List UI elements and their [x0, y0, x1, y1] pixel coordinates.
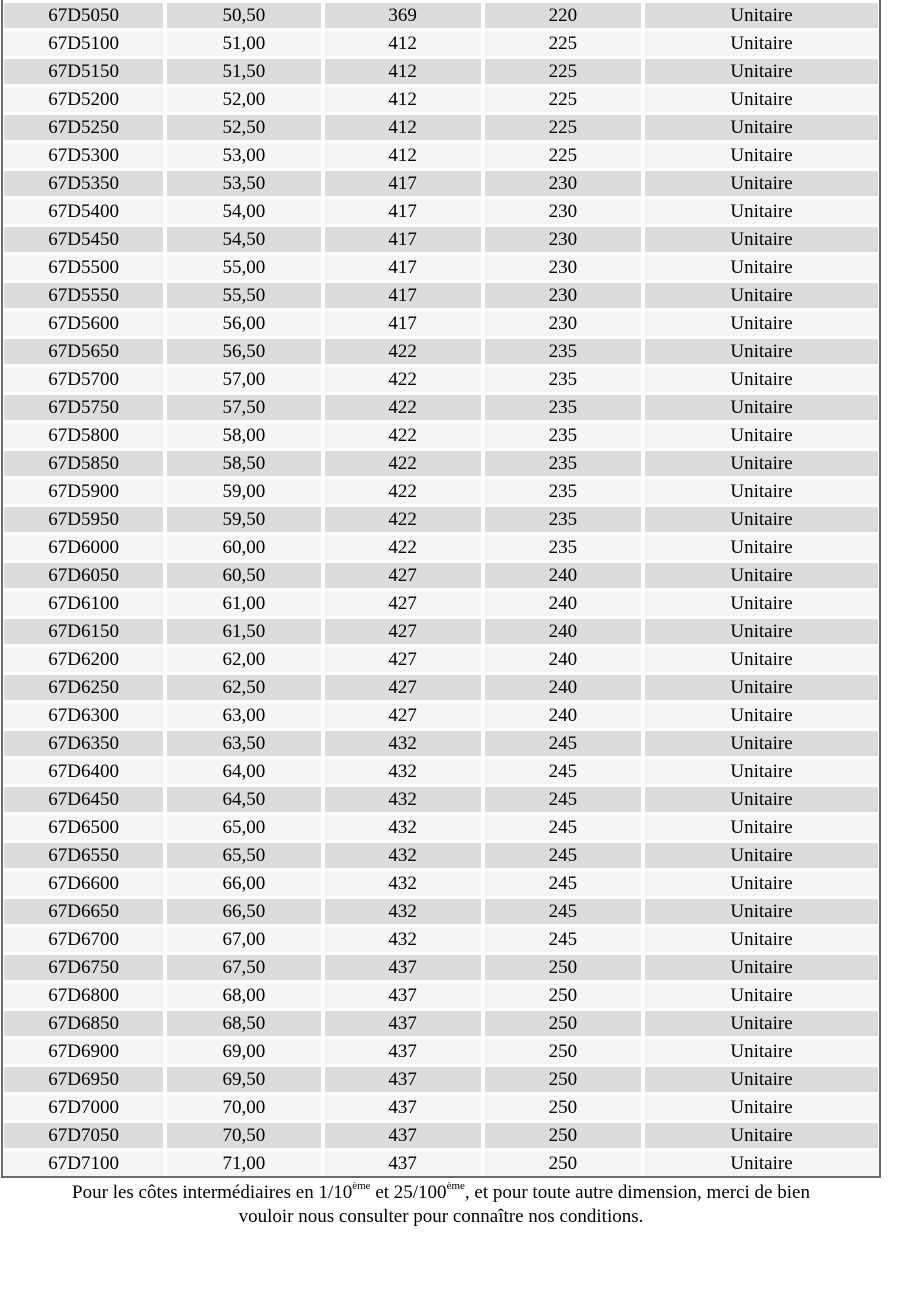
price-cell: 432: [325, 871, 481, 896]
packaging-cell: Unitaire: [645, 1067, 878, 1092]
reference-cell: 67D7050: [4, 1123, 163, 1148]
dimension-cell: 55,00: [167, 255, 320, 280]
table-row: [3, 868, 879, 896]
dimension-cell: 58,00: [167, 423, 320, 448]
price-cell: 417: [325, 283, 481, 308]
table-row: [3, 644, 879, 672]
weight-cell: 245: [485, 815, 641, 840]
reference-cell: 67D6300: [4, 703, 163, 728]
dimension-cell: 66,00: [167, 871, 320, 896]
reference-cell: 67D5850: [4, 451, 163, 476]
footnote: [0, 1181, 882, 1229]
price-cell: 422: [325, 367, 481, 392]
reference-cell: 67D5150: [4, 59, 163, 84]
table-row: [3, 336, 879, 364]
dimension-cell: 57,00: [167, 367, 320, 392]
table-row: [3, 420, 879, 448]
weight-cell: 245: [485, 787, 641, 812]
price-table: [1, 0, 881, 1178]
weight-cell: 240: [485, 647, 641, 672]
packaging-cell: Unitaire: [645, 255, 878, 280]
packaging-cell: Unitaire: [645, 311, 878, 336]
weight-cell: 245: [485, 759, 641, 784]
price-cell: 437: [325, 1095, 481, 1120]
weight-cell: 240: [485, 619, 641, 644]
reference-cell: 67D5600: [4, 311, 163, 336]
packaging-cell: Unitaire: [645, 283, 878, 308]
dimension-cell: 58,50: [167, 451, 320, 476]
packaging-cell: Unitaire: [645, 171, 878, 196]
packaging-cell: Unitaire: [645, 759, 878, 784]
price-cell: 412: [325, 115, 481, 140]
table-row: [3, 84, 879, 112]
table-row: [3, 784, 879, 812]
weight-cell: 250: [485, 983, 641, 1008]
dimension-cell: 54,00: [167, 199, 320, 224]
reference-cell: 67D6350: [4, 731, 163, 756]
price-cell: 432: [325, 731, 481, 756]
price-cell: 417: [325, 227, 481, 252]
dimension-cell: 64,00: [167, 759, 320, 784]
table-row: [3, 504, 879, 532]
dimension-cell: 64,50: [167, 787, 320, 812]
weight-cell: 230: [485, 227, 641, 252]
footnote-text-2: et 25/100: [370, 1182, 447, 1203]
packaging-cell: Unitaire: [645, 3, 878, 28]
reference-cell: 67D6200: [4, 647, 163, 672]
table-row: [3, 448, 879, 476]
weight-cell: 235: [485, 507, 641, 532]
price-cell: 427: [325, 703, 481, 728]
packaging-cell: Unitaire: [645, 451, 878, 476]
weight-cell: 230: [485, 199, 641, 224]
price-cell: 427: [325, 647, 481, 672]
packaging-cell: Unitaire: [645, 31, 878, 56]
dimension-cell: 69,50: [167, 1067, 320, 1092]
price-cell: 427: [325, 591, 481, 616]
table-row: [3, 224, 879, 252]
packaging-cell: Unitaire: [645, 899, 878, 924]
reference-cell: 67D6650: [4, 899, 163, 924]
table-row: [3, 1092, 879, 1120]
packaging-cell: Unitaire: [645, 1011, 878, 1036]
price-cell: 432: [325, 787, 481, 812]
price-cell: 427: [325, 619, 481, 644]
reference-cell: 67D5050: [4, 3, 163, 28]
table-row: [3, 532, 879, 560]
dimension-cell: 65,50: [167, 843, 320, 868]
table-row: [3, 1008, 879, 1036]
table-row: [3, 616, 879, 644]
packaging-cell: Unitaire: [645, 955, 878, 980]
dimension-cell: 71,00: [167, 1151, 320, 1176]
table-row: [3, 980, 879, 1008]
weight-cell: 245: [485, 731, 641, 756]
reference-cell: 67D5750: [4, 395, 163, 420]
packaging-cell: Unitaire: [645, 423, 878, 448]
reference-cell: 67D5550: [4, 283, 163, 308]
footnote-sup-2: ème: [446, 1180, 465, 1192]
price-cell: 432: [325, 927, 481, 952]
price-cell: 412: [325, 59, 481, 84]
dimension-cell: 69,00: [167, 1039, 320, 1064]
weight-cell: 225: [485, 143, 641, 168]
price-cell: 417: [325, 171, 481, 196]
reference-cell: 67D5900: [4, 479, 163, 504]
table-row: [3, 140, 879, 168]
packaging-cell: Unitaire: [645, 87, 878, 112]
dimension-cell: 63,00: [167, 703, 320, 728]
weight-cell: 225: [485, 115, 641, 140]
price-cell: 437: [325, 1151, 481, 1176]
weight-cell: 240: [485, 591, 641, 616]
reference-cell: 67D5200: [4, 87, 163, 112]
packaging-cell: Unitaire: [645, 227, 878, 252]
weight-cell: 230: [485, 283, 641, 308]
packaging-cell: Unitaire: [645, 983, 878, 1008]
table-row: [3, 476, 879, 504]
weight-cell: 245: [485, 899, 641, 924]
weight-cell: 220: [485, 3, 641, 28]
packaging-cell: Unitaire: [645, 647, 878, 672]
weight-cell: 225: [485, 59, 641, 84]
reference-cell: 67D6800: [4, 983, 163, 1008]
weight-cell: 245: [485, 871, 641, 896]
table-row: [3, 728, 879, 756]
weight-cell: 245: [485, 927, 641, 952]
packaging-cell: Unitaire: [645, 479, 878, 504]
price-cell: 422: [325, 339, 481, 364]
reference-cell: 67D7000: [4, 1095, 163, 1120]
price-cell: 437: [325, 1011, 481, 1036]
price-cell: 427: [325, 675, 481, 700]
weight-cell: 235: [485, 423, 641, 448]
dimension-cell: 53,50: [167, 171, 320, 196]
weight-cell: 250: [485, 955, 641, 980]
price-cell: 412: [325, 87, 481, 112]
reference-cell: 67D7100: [4, 1151, 163, 1176]
reference-cell: 67D5250: [4, 115, 163, 140]
table-row: [3, 924, 879, 952]
reference-cell: 67D6100: [4, 591, 163, 616]
table-row: [3, 896, 879, 924]
price-cell: 427: [325, 563, 481, 588]
table-row: [3, 252, 879, 280]
packaging-cell: Unitaire: [645, 143, 878, 168]
table-row: [3, 364, 879, 392]
table-row: [3, 560, 879, 588]
dimension-cell: 60,50: [167, 563, 320, 588]
table-row: [3, 56, 879, 84]
reference-cell: 67D6500: [4, 815, 163, 840]
weight-cell: 240: [485, 675, 641, 700]
weight-cell: 225: [485, 31, 641, 56]
table-row: [3, 308, 879, 336]
table-row: [3, 168, 879, 196]
footnote-text-1: Pour les côtes intermédiaires en 1/10: [72, 1182, 353, 1203]
footnote-text-3: , et pour toute autre dimension, merci de bien: [464, 1182, 810, 1203]
dimension-cell: 67,00: [167, 927, 320, 952]
price-cell: 422: [325, 479, 481, 504]
weight-cell: 225: [485, 87, 641, 112]
price-cell: 422: [325, 507, 481, 532]
reference-cell: 67D6700: [4, 927, 163, 952]
weight-cell: 240: [485, 563, 641, 588]
reference-cell: 67D6550: [4, 843, 163, 868]
table-row: [3, 112, 879, 140]
packaging-cell: Unitaire: [645, 675, 878, 700]
packaging-cell: Unitaire: [645, 843, 878, 868]
dimension-cell: 63,50: [167, 731, 320, 756]
dimension-cell: 66,50: [167, 899, 320, 924]
price-cell: 432: [325, 843, 481, 868]
reference-cell: 67D6900: [4, 1039, 163, 1064]
reference-cell: 67D5100: [4, 31, 163, 56]
weight-cell: 250: [485, 1067, 641, 1092]
table-row: [3, 952, 879, 980]
weight-cell: 235: [485, 479, 641, 504]
price-cell: 432: [325, 815, 481, 840]
dimension-cell: 70,50: [167, 1123, 320, 1148]
footnote-text-4: vouloir nous consulter pour connaître nos conditions.: [238, 1206, 644, 1227]
reference-cell: 67D5500: [4, 255, 163, 280]
dimension-cell: 52,00: [167, 87, 320, 112]
table-row: [3, 280, 879, 308]
weight-cell: 250: [485, 1151, 641, 1176]
weight-cell: 230: [485, 171, 641, 196]
packaging-cell: Unitaire: [645, 535, 878, 560]
packaging-cell: Unitaire: [645, 1123, 878, 1148]
reference-cell: 67D6750: [4, 955, 163, 980]
packaging-cell: Unitaire: [645, 367, 878, 392]
reference-cell: 67D5350: [4, 171, 163, 196]
packaging-cell: Unitaire: [645, 703, 878, 728]
table-row: [3, 812, 879, 840]
reference-cell: 67D6050: [4, 563, 163, 588]
dimension-cell: 57,50: [167, 395, 320, 420]
price-cell: 417: [325, 199, 481, 224]
table-row: [3, 672, 879, 700]
table-row: [3, 1148, 879, 1176]
price-cell: 422: [325, 423, 481, 448]
price-cell: 437: [325, 1123, 481, 1148]
reference-cell: 67D5400: [4, 199, 163, 224]
dimension-cell: 59,00: [167, 479, 320, 504]
dimension-cell: 68,00: [167, 983, 320, 1008]
packaging-cell: Unitaire: [645, 731, 878, 756]
packaging-cell: Unitaire: [645, 927, 878, 952]
dimension-cell: 52,50: [167, 115, 320, 140]
weight-cell: 235: [485, 451, 641, 476]
table-row: [3, 700, 879, 728]
dimension-cell: 61,50: [167, 619, 320, 644]
price-cell: 422: [325, 535, 481, 560]
reference-cell: 67D6400: [4, 759, 163, 784]
packaging-cell: Unitaire: [645, 787, 878, 812]
price-cell: 422: [325, 451, 481, 476]
dimension-cell: 59,50: [167, 507, 320, 532]
weight-cell: 235: [485, 367, 641, 392]
dimension-cell: 61,00: [167, 591, 320, 616]
reference-cell: 67D5300: [4, 143, 163, 168]
packaging-cell: Unitaire: [645, 115, 878, 140]
reference-cell: 67D6850: [4, 1011, 163, 1036]
weight-cell: 235: [485, 535, 641, 560]
weight-cell: 230: [485, 311, 641, 336]
table-row: [3, 588, 879, 616]
dimension-cell: 65,00: [167, 815, 320, 840]
dimension-cell: 56,00: [167, 311, 320, 336]
price-cell: 422: [325, 395, 481, 420]
price-cell: 432: [325, 899, 481, 924]
table-row: [3, 196, 879, 224]
dimension-cell: 51,00: [167, 31, 320, 56]
packaging-cell: Unitaire: [645, 199, 878, 224]
packaging-cell: Unitaire: [645, 815, 878, 840]
dimension-cell: 55,50: [167, 283, 320, 308]
reference-cell: 67D5950: [4, 507, 163, 532]
packaging-cell: Unitaire: [645, 339, 878, 364]
packaging-cell: Unitaire: [645, 563, 878, 588]
price-cell: 437: [325, 1067, 481, 1092]
reference-cell: 67D6600: [4, 871, 163, 896]
packaging-cell: Unitaire: [645, 395, 878, 420]
price-cell: 432: [325, 759, 481, 784]
weight-cell: 240: [485, 703, 641, 728]
weight-cell: 250: [485, 1011, 641, 1036]
price-cell: 437: [325, 955, 481, 980]
table-row: [3, 0, 879, 28]
packaging-cell: Unitaire: [645, 591, 878, 616]
table-row: [3, 1036, 879, 1064]
weight-cell: 250: [485, 1095, 641, 1120]
packaging-cell: Unitaire: [645, 507, 878, 532]
packaging-cell: Unitaire: [645, 1095, 878, 1120]
dimension-cell: 62,00: [167, 647, 320, 672]
price-cell: 412: [325, 31, 481, 56]
packaging-cell: Unitaire: [645, 619, 878, 644]
reference-cell: 67D6250: [4, 675, 163, 700]
table-row: [3, 392, 879, 420]
table-row: [3, 756, 879, 784]
reference-cell: 67D5800: [4, 423, 163, 448]
packaging-cell: Unitaire: [645, 871, 878, 896]
weight-cell: 250: [485, 1039, 641, 1064]
reference-cell: 67D5450: [4, 227, 163, 252]
dimension-cell: 60,00: [167, 535, 320, 560]
dimension-cell: 51,50: [167, 59, 320, 84]
reference-cell: 67D6450: [4, 787, 163, 812]
dimension-cell: 62,50: [167, 675, 320, 700]
reference-cell: 67D5700: [4, 367, 163, 392]
dimension-cell: 50,50: [167, 3, 320, 28]
reference-cell: 67D5650: [4, 339, 163, 364]
table-row: [3, 28, 879, 56]
price-cell: 369: [325, 3, 481, 28]
dimension-cell: 67,50: [167, 955, 320, 980]
packaging-cell: Unitaire: [645, 1039, 878, 1064]
price-cell: 437: [325, 1039, 481, 1064]
table-row: [3, 1120, 879, 1148]
reference-cell: 67D6150: [4, 619, 163, 644]
dimension-cell: 53,00: [167, 143, 320, 168]
price-cell: 437: [325, 983, 481, 1008]
price-cell: 417: [325, 255, 481, 280]
price-cell: 412: [325, 143, 481, 168]
weight-cell: 235: [485, 339, 641, 364]
packaging-cell: Unitaire: [645, 1151, 878, 1176]
table-row: [3, 1064, 879, 1092]
dimension-cell: 56,50: [167, 339, 320, 364]
weight-cell: 230: [485, 255, 641, 280]
dimension-cell: 70,00: [167, 1095, 320, 1120]
weight-cell: 245: [485, 843, 641, 868]
price-cell: 417: [325, 311, 481, 336]
weight-cell: 250: [485, 1123, 641, 1148]
table-row: [3, 840, 879, 868]
dimension-cell: 54,50: [167, 227, 320, 252]
footnote-sup-1: ème: [352, 1180, 371, 1192]
weight-cell: 235: [485, 395, 641, 420]
packaging-cell: Unitaire: [645, 59, 878, 84]
reference-cell: 67D6000: [4, 535, 163, 560]
dimension-cell: 68,50: [167, 1011, 320, 1036]
reference-cell: 67D6950: [4, 1067, 163, 1092]
